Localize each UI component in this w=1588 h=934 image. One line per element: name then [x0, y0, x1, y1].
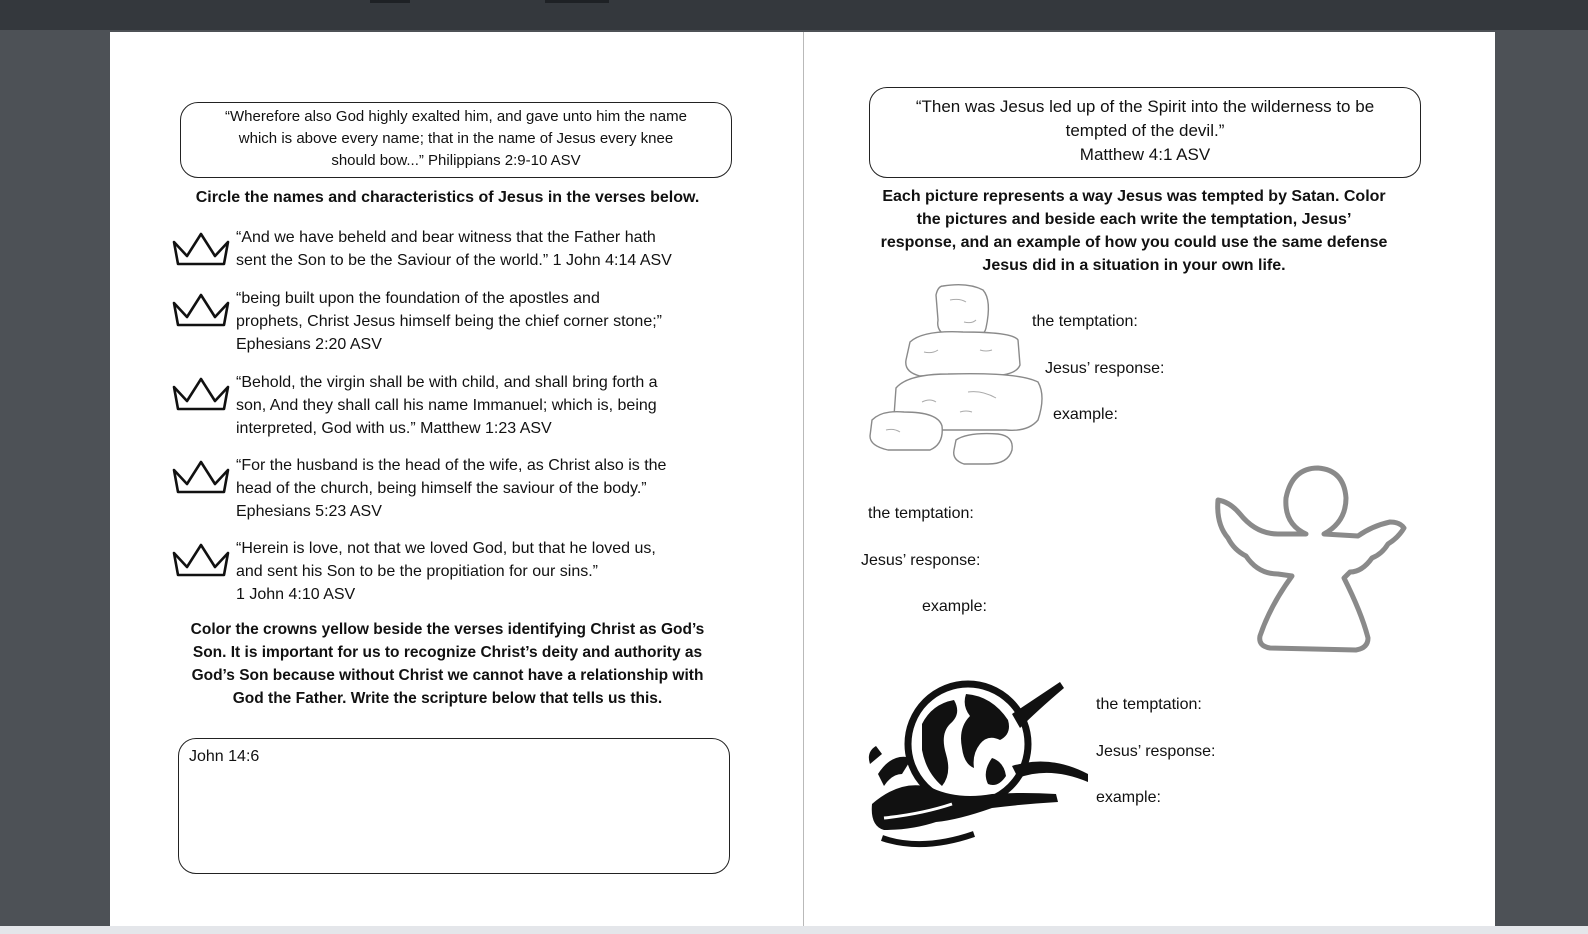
verse-line: “For the husband is the head of the wife, as Christ also is the [236, 457, 667, 474]
quote-line: “Wherefore also God highly exalted him, and gave unto him the name [225, 108, 687, 125]
quote-line: “Then was Jesus led up of the Spirit into the wilderness to be [915, 97, 1375, 116]
crown-icon [170, 373, 232, 417]
verse-item [170, 289, 770, 355]
instruction-line: Jesus did in a situation in your own life. [982, 257, 1286, 274]
scripture-quote-box [180, 102, 732, 178]
verse-line: “And we have beheld and bear witness that the Father hath [236, 229, 656, 246]
temptation-instruction [844, 185, 1424, 277]
verse-line: head of the church, being himself the saviour of the body.” [236, 480, 647, 497]
crown-icon [170, 289, 232, 333]
circle-instruction [150, 186, 745, 210]
verse-line: and sent his Son to be the propitiation for our sins.” [236, 563, 598, 580]
instruction-line: God the Father. Write the scripture below that tells us this. [232, 690, 663, 707]
verse-line: son, And they shall call his name Immanuel; which is, being [236, 397, 657, 414]
instruction-line: the pictures and beside each write the temptation, Jesus’ [916, 211, 1352, 228]
verse-item [170, 539, 770, 605]
temptation-label: the temptation: [1096, 696, 1202, 713]
example-label: example: [922, 598, 987, 615]
verse-item [170, 373, 770, 439]
verse-line: prophets, Christ Jesus himself being the chief corner stone;” [236, 313, 662, 330]
quote-line: tempted of the devil.” [1065, 121, 1225, 140]
temptation-label: the temptation: [868, 505, 974, 522]
crown-icon [170, 456, 232, 500]
angel-picture [1212, 462, 1412, 657]
instruction-text: Circle the names and characteristics of Jesus in the verses below. [195, 189, 700, 206]
verse-line: Ephesians 2:20 ASV [236, 336, 382, 353]
quote-line: which is above every name; that in the name of Jesus every knee [238, 130, 674, 147]
document-page-left [110, 32, 804, 926]
stones-picture [868, 280, 1048, 470]
verse-line: “Herein is love, not that we loved God, but that he loved us, [236, 540, 656, 557]
instruction-line: Son. It is important for us to recognize Christ’s deity and authority as [192, 644, 703, 661]
toolbar-tab-indicator [370, 0, 410, 3]
toolbar-tab-indicator [545, 0, 609, 3]
response-label: Jesus’ response: [1045, 360, 1165, 377]
instruction-line: Color the crowns yellow beside the verses identifying Christ as God’s [190, 621, 705, 638]
quote-line: Matthew 4:1 ASV [1079, 145, 1211, 164]
verse-item [170, 456, 770, 522]
quote-line: should bow...” Philippians 2:9-10 ASV [331, 152, 581, 169]
answer-text: John 14:6 [189, 748, 260, 765]
crown-icon [170, 539, 232, 583]
temptation-label: the temptation: [1032, 313, 1138, 330]
instruction-line: Each picture represents a way Jesus was tempted by Satan. Color [882, 188, 1386, 205]
example-label: example: [1053, 406, 1118, 423]
instruction-line: response, and an example of how you could use the same defense [880, 234, 1388, 251]
verse-line: “being built upon the foundation of the apostles and [236, 290, 600, 307]
instruction-line: God’s Son because without Christ we cannot have a relationship with [191, 667, 704, 684]
world-in-hands-picture [862, 654, 1092, 854]
verse-line: “Behold, the virgin shall be with child, and shall bring forth a [236, 374, 658, 391]
crown-icon [170, 228, 232, 272]
verse-line: sent the Son to be the Saviour of the world.” 1 John 4:14 ASV [236, 252, 672, 269]
color-instruction [150, 618, 745, 710]
viewer-bottom-strip [0, 926, 1588, 934]
verse-line: interpreted, God with us.” Matthew 1:23 ASV [236, 420, 552, 437]
viewer-toolbar [0, 0, 1588, 30]
example-label: example: [1096, 789, 1161, 806]
response-label: Jesus’ response: [1096, 743, 1216, 760]
document-page-right [804, 32, 1495, 926]
verse-line: Ephesians 5:23 ASV [236, 503, 382, 520]
verse-line: 1 John 4:10 ASV [236, 586, 356, 603]
verse-item [170, 228, 770, 294]
scripture-answer-box[interactable] [178, 738, 730, 874]
scripture-quote-box [869, 87, 1421, 178]
response-label: Jesus’ response: [861, 552, 981, 569]
